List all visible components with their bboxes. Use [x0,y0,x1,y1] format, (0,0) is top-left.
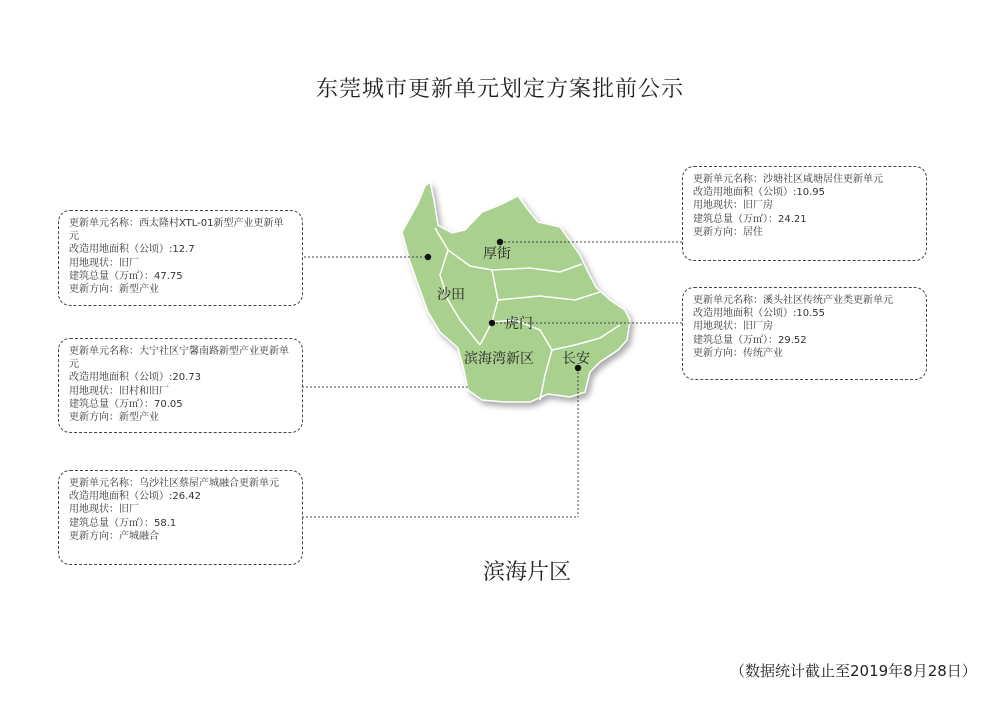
unit-name: 更新单元名称：溪头社区传统产业类更新单元 [693,295,893,306]
unit-building: 建筑总量（万㎡）：24.21 [693,213,807,225]
unit-building: 建筑总量（万㎡）：29.52 [693,334,807,346]
data-date-footnote: （数据统计截止至2019年8月28日） [730,662,977,680]
map-label-humen: 虎门 [505,316,533,332]
unit-status: 用地现状：旧厂 [69,504,139,516]
unit-building: 建筑总量（万㎡）：70.05 [69,398,183,410]
unit-area: 改造用地面积（公顷）:26.42 [69,491,201,503]
marker-xitailong [425,254,431,260]
unit-area: 改造用地面积（公顷）:10.95 [693,187,825,199]
unit-status: 用地现状：旧厂房 [693,200,773,212]
unit-status: 用地现状：旧村和旧厂 [69,385,169,397]
unit-status: 用地现状：旧厂 [69,257,139,269]
unit-direction: 更新方向：新型产业 [69,412,159,424]
region-title: 滨海片区 [483,560,572,585]
unit-name: 更新单元名称：西太隆村XTL-01新型产业更新单元 [69,218,284,243]
unit-direction: 更新方向：居住 [693,226,763,238]
unit-direction: 更新方向：传统产业 [693,347,783,359]
unit-status: 用地现状：旧厂房 [693,321,773,333]
unit-card-shatang [682,166,927,261]
map-label-shatian: 沙田 [437,287,465,303]
unit-card-wusha [58,470,303,565]
unit-direction: 更新方向：产城融合 [69,530,159,542]
unit-card-xitou [682,287,927,380]
unit-building: 建筑总量（万㎡）：47.75 [69,270,183,282]
map-label-binhaiwan: 滨海湾新区 [464,351,534,367]
map-label-houjie: 厚街 [483,246,511,262]
marker-xitou [489,320,495,326]
unit-direction: 更新方向：新型产业 [69,284,159,296]
unit-card-xitailong [58,210,303,306]
unit-building: 建筑总量（万㎡）：58.1 [69,517,177,529]
unit-name: 更新单元名称：沙塘社区咸塘居住更新单元 [693,174,883,185]
unit-card-daning [58,338,303,433]
unit-area: 改造用地面积（公顷）:12.7 [69,244,195,256]
unit-name: 更新单元名称：乌沙社区蔡屋产城融合更新单元 [69,478,279,489]
unit-area: 改造用地面积（公顷）:10.55 [693,308,825,320]
map-label-changan: 长安 [562,351,590,367]
unit-area: 改造用地面积（公顷）:20.73 [69,372,201,384]
unit-name: 更新单元名称：大宁社区宁馨南路新型产业更新单元 [69,346,289,371]
page-title: 东莞城市更新单元划定方案批前公示 [315,77,684,102]
